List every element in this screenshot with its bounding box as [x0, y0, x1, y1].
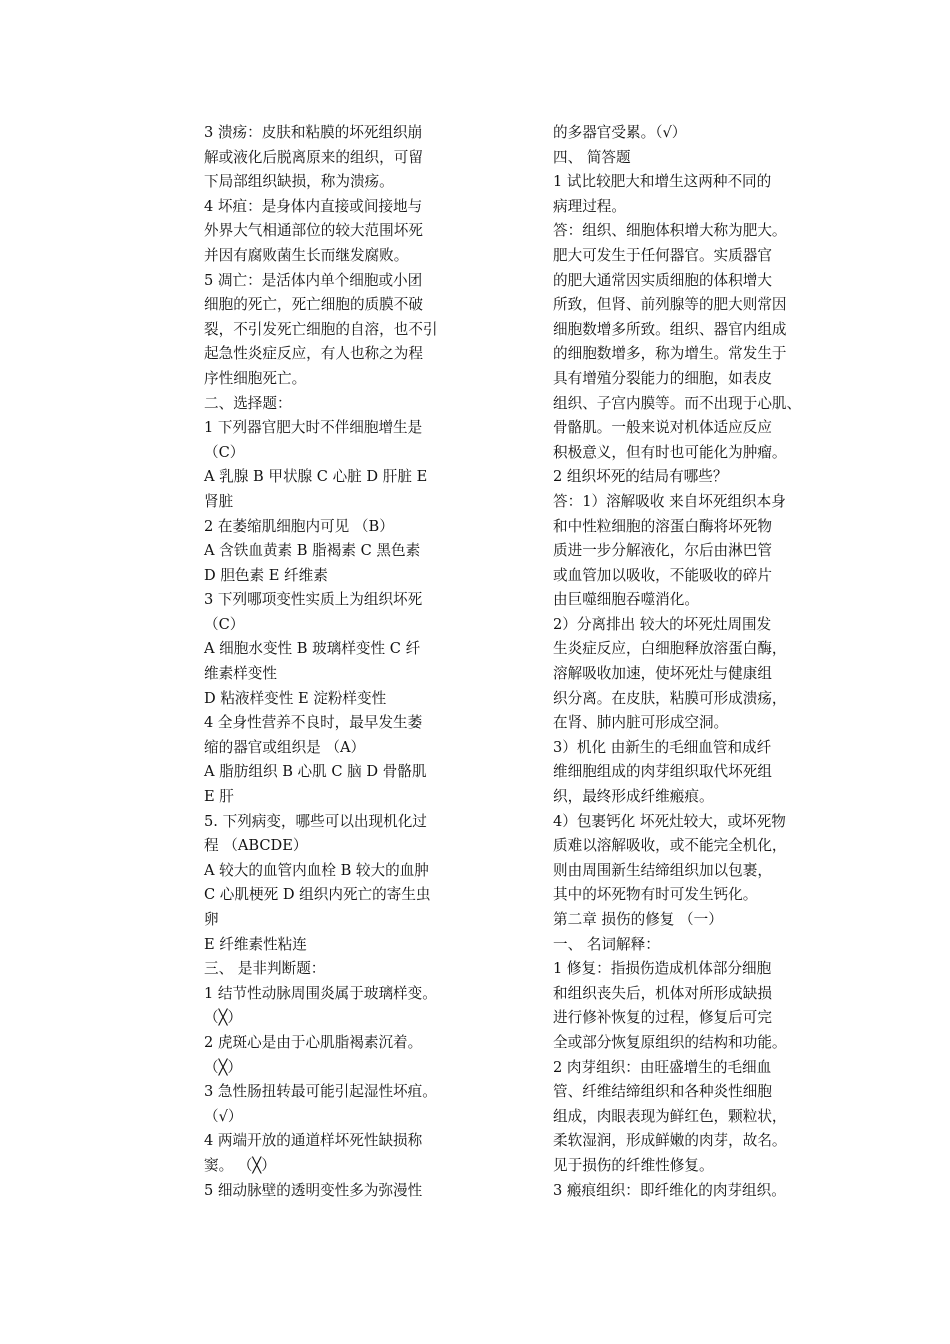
text-line: 2）分离排出 较大的坏死灶周围发	[553, 615, 772, 633]
text-line: 解或液化后脱离原来的组织，可留	[204, 148, 423, 166]
text-line: 其中的坏死物有时可发生钙化。	[553, 886, 758, 904]
text-line: 起急性炎症反应，有人也称之为程	[204, 345, 423, 363]
text-line: 则由周围新生结缔组织加以包裹，	[553, 861, 772, 879]
text-line: 的细胞数增多，称为增生。常发生于	[553, 345, 787, 363]
text-line: 缩的器官或组织是 （A）	[204, 738, 366, 756]
text-line: 或血管加以吸收，不能吸收的碎片	[553, 566, 772, 584]
text-line: 4）包裹钙化 坏死灶较大，或坏死物	[553, 812, 786, 830]
text-line: 5 凋亡：是活体内单个细胞或小团	[204, 271, 423, 289]
text-line: 具有增殖分裂能力的细胞，如表皮	[553, 369, 772, 387]
text-line: 下局部组织缺损，称为溃疡。	[204, 173, 394, 191]
text-line: 在肾、肺内脏可形成空洞。	[553, 714, 729, 732]
text-line: 的肥大通常因实质细胞的体积增大	[553, 271, 772, 289]
text-line: 窦。 （╳）	[204, 1156, 276, 1174]
text-line: 由巨噬细胞吞噬消化。	[553, 591, 699, 609]
text-line: 二、选择题：	[204, 394, 292, 412]
text-line: 3 瘢痕组织：即纤维化的肉芽组织。	[553, 1181, 786, 1199]
text-line: （C）	[204, 615, 245, 633]
text-line: 维细胞组成的肉芽组织取代坏死组	[553, 763, 772, 781]
text-line: 2 肉芽组织：由旺盛增生的毛细血	[553, 1058, 772, 1076]
right-text-column	[553, 121, 815, 1203]
text-line: 维素样变性	[204, 665, 277, 683]
text-line: 肥大可发生于任何器官。实质器官	[553, 246, 772, 264]
text-line: 1 试比较肥大和增生这两种不同的	[553, 173, 772, 191]
text-line: 并因有腐败菌生长而继发腐败。	[204, 246, 409, 264]
text-line: 生炎症反应，白细胞释放溶蛋白酶，	[553, 640, 787, 658]
text-line: 2 组织坏死的结局有哪些？	[553, 468, 728, 486]
text-line: 质难以溶解吸收，或不能完全机化，	[553, 837, 787, 855]
text-line: D 胆色素 E 纤维素	[204, 566, 328, 584]
text-line: 积极意义，但有时也可能化为肿瘤。	[553, 443, 787, 461]
text-line: 4 全身性营养不良时，最早发生萎	[204, 714, 423, 732]
text-line: 见于损伤的纤维性修复。	[553, 1156, 714, 1174]
text-line: 细胞的死亡，死亡细胞的质膜不破	[204, 296, 423, 314]
text-line: 的多器官受累。（√）	[553, 124, 687, 141]
text-line: （╳）	[204, 1009, 242, 1027]
text-line: 3 下列哪项变性实质上为组织坏死	[204, 591, 423, 609]
text-line: 裂，不引发死亡细胞的自溶，也不引	[204, 320, 438, 338]
text-line: A 较大的血管内血栓 B 较大的血肿	[204, 861, 429, 879]
text-line: 织分离。在皮肤，粘膜可形成溃疡，	[553, 689, 787, 707]
text-line: 组织、子宫内膜等。而不出现于心肌、	[553, 394, 802, 412]
text-line: 四、 简答题	[553, 148, 631, 166]
text-line: 1 修复：指损伤造成机体部分细胞	[553, 960, 772, 978]
text-line: 和中性粒细胞的溶蛋白酶将坏死物	[553, 517, 772, 535]
text-line: 组成，肉眼表现为鲜红色，颗粒状，	[553, 1107, 787, 1125]
text-line: 柔软湿润，形成鲜嫩的肉芽，故名。	[553, 1132, 787, 1150]
text-line: 肾脏	[204, 492, 234, 510]
text-line: 三、 是非判断题：	[204, 960, 326, 978]
text-line: A 脂肪组织 B 心肌 C 脑 D 骨骼肌	[204, 763, 427, 781]
text-line: 骨骼肌。一般来说对机体适应反应	[553, 419, 772, 437]
text-line: C 心肌梗死 D 组织内死亡的寄生虫	[204, 886, 431, 904]
text-line: D 粘液样变性 E 淀粉样变性	[204, 689, 387, 707]
text-line: 3）机化 由新生的毛细血管和成纤	[553, 738, 772, 756]
text-line: 质进一步分解液化，尔后由淋巴管	[553, 542, 772, 560]
text-line: 溶解吸收加速，使坏死灶与健康组	[553, 665, 772, 683]
text-line: 病理过程。	[553, 197, 626, 215]
text-line: 答：1）溶解吸收 来自坏死组织本身	[553, 492, 786, 510]
text-line: 4 坏疽：是身体内直接或间接地与	[204, 197, 423, 215]
text-line: 织，最终形成纤维瘢痕。	[553, 788, 714, 806]
text-line: 一、 名词解释：	[553, 935, 660, 953]
text-line: 卵	[204, 911, 219, 928]
text-line: 1 下列器官肥大时不伴细胞增生是	[204, 419, 423, 437]
text-line: 全或部分恢复原组织的结构和功能。	[553, 1033, 787, 1051]
text-line: （╳）	[204, 1058, 242, 1076]
text-line: A 含铁血黄素 B 脂褐素 C 黑色素	[204, 542, 421, 560]
text-line: 2 虎斑心是由于心肌脂褐素沉着。	[204, 1033, 423, 1051]
left-text-column	[204, 121, 466, 1203]
text-line: 所致，但肾、前列腺等的肥大则常因	[553, 296, 787, 314]
text-line: A 乳腺 B 甲状腺 C 心脏 D 肝脏 E	[204, 468, 428, 486]
text-line: 细胞数增多所致。组织、器官内组成	[553, 320, 787, 338]
text-line: A 细胞水变性 B 玻璃样变性 C 纤	[204, 640, 421, 658]
text-line: 进行修补恢复的过程，修复后可完	[553, 1009, 772, 1027]
text-line: 第二章 损伤的修复 （一）	[553, 911, 723, 928]
text-line: （√）	[204, 1107, 243, 1125]
text-line: 3 溃疡：皮肤和粘膜的坏死组织崩	[204, 124, 423, 141]
text-line: 1 结节性动脉周围炎属于玻璃样变。	[204, 984, 437, 1002]
text-line: 3 急性肠扭转最可能引起湿性坏疽。	[204, 1083, 437, 1101]
text-line: 4 两端开放的通道样坏死性缺损称	[204, 1132, 423, 1150]
text-line: 序性细胞死亡。	[204, 369, 307, 387]
text-line: （C）	[204, 443, 245, 461]
text-line: E 纤维素性粘连	[204, 935, 307, 953]
text-line: 答：组织、细胞体积增大称为肥大。	[553, 222, 787, 240]
text-line: 5. 下列病变，哪些可以出现机化过	[204, 812, 427, 830]
text-line: 2 在萎缩肌细胞内可见 （B）	[204, 517, 394, 535]
text-line: 程 （ABCDE）	[204, 837, 308, 855]
text-line: E 肝	[204, 788, 234, 806]
text-line: 管、纤维结缔组织和各种炎性细胞	[553, 1083, 772, 1101]
text-line: 外界大气相通部位的较大范围坏死	[204, 222, 423, 240]
text-line: 5 细动脉壁的透明变性多为弥漫性	[204, 1181, 423, 1199]
text-line: 和组织丧失后，机体对所形成缺损	[553, 984, 772, 1002]
